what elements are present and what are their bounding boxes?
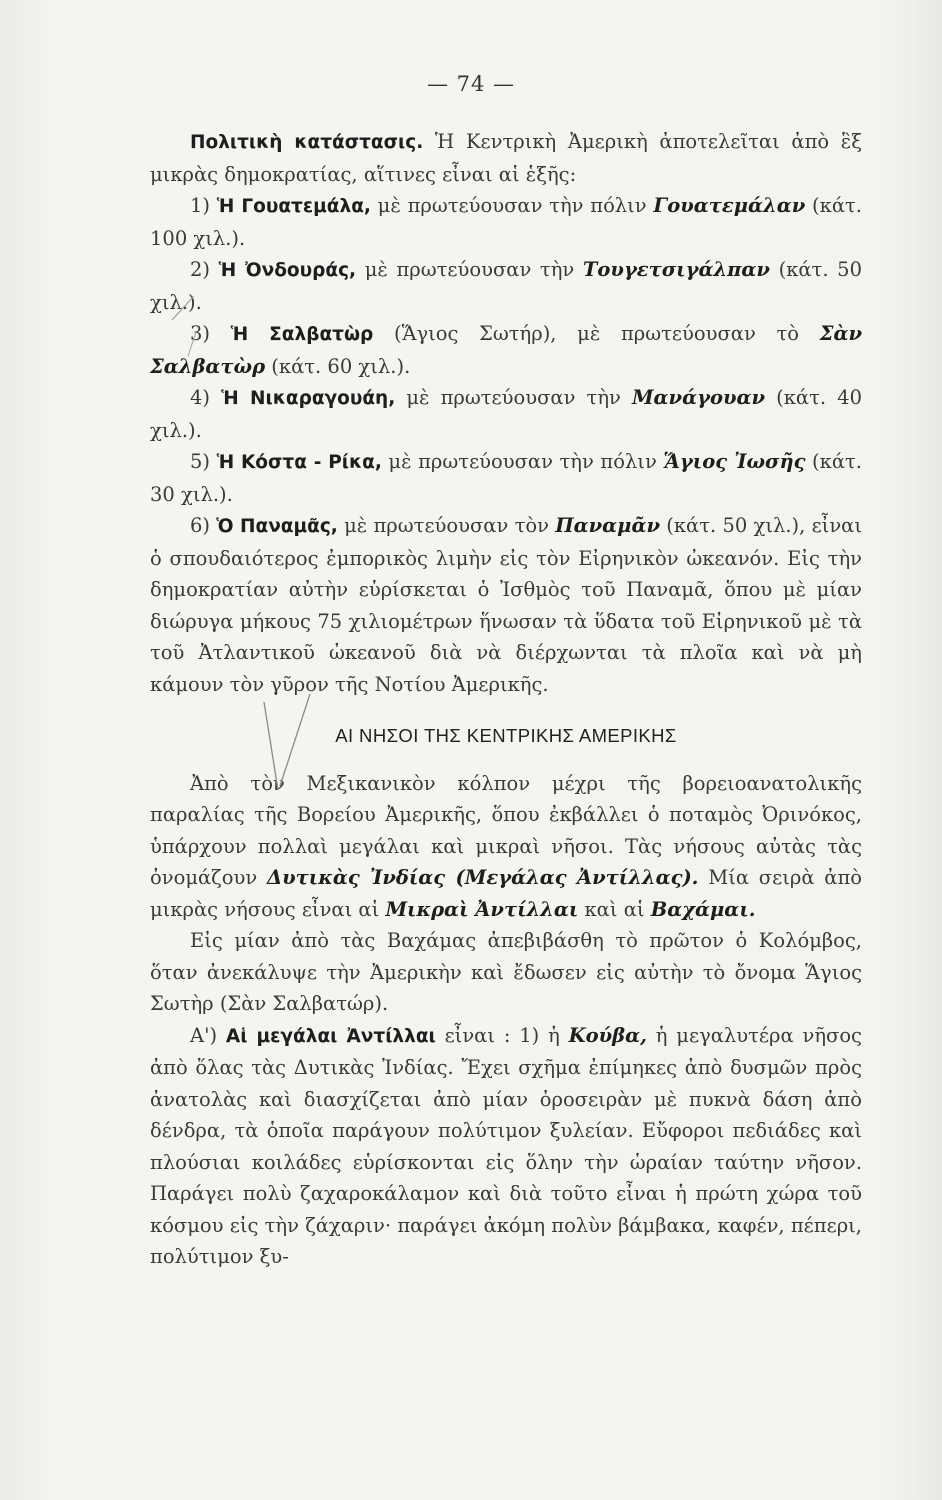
republic-capital: Γουατεμάλαν (653, 194, 806, 217)
paragraph-columbus: Εἰς μίαν ἀπὸ τὰς Βαχάμας ἀπεβιβάσθη τὸ πρῶτον ὁ Κολόμβος, ὅταν ἀνεκάλυψε τὴν Ἀμερικὴν καὶ ἔδωσεν εἰς αὐτὴν τὸ ὄνομα Ἅγιος Σωτὴρ (Σὰν Σαλβατώρ). (150, 929, 862, 1015)
antilles-label: Αἱ μεγάλαι Ἀντίλλαι (225, 1025, 436, 1047)
republic-name: Ἡ Σαλβατὼρ (230, 324, 374, 345)
politics-text: Ἡ Κεντρικὴ Ἀμερικὴ ἀποτελεῖται ἀπὸ ἓξ μικρὰς δημοκρατίας, αἵτινες εἶναι αἱ ἑξῆς: (150, 130, 863, 186)
republic-capital: Σὰν Σαλβατὼρ (150, 322, 862, 378)
republic-item-2 (150, 254, 862, 318)
paragraph-islands (150, 768, 862, 926)
republic-capital: Ἅγιος Ἰωσῆς (663, 450, 806, 473)
republic-name: Ἡ Ὀνδουράς, (218, 260, 357, 281)
page-body (150, 126, 862, 1273)
republic-number: 3) (190, 322, 231, 345)
islands-term-west-indies: Δυτικὰς Ἰνδίας (Μεγάλας Ἀντίλλας). (266, 866, 699, 889)
republic-text-tail: (κάτ. 50 χιλ.). (150, 258, 862, 314)
republic-text-tail: (κάτ. 40 χιλ.). (150, 386, 862, 442)
islands-term-bahamas: Βαχάμαι. (650, 897, 756, 921)
antilles-text: ἡ μεγαλυτέρα νῆσος ἀπὸ ὅλας τὰς Δυτικὰς Ἰνδίας. Ἔχει σχῆμα ἐπίμηκες ἀπὸ δυσμῶν πρὸς ἀνατολὰς καὶ διασχίζεται ἀπὸ μίαν ὀροσειρὰν μὲ πυκνὰ δάση ἀπὸ δένδρα, τὰ ὁποῖα παράγουν πολύτιμον ξυλείαν. Εὔφοροι πεδιάδες καὶ πλούσιαι κοιλάδες εὑρίσκονται εἰς ὅλην τὴν ὡραίαν ταύτην νῆσον. Παράγει πολὺ ζαχαροκάλαμον καὶ διὰ τοῦτο εἶναι ἡ πρώτη χώρα τοῦ κόσμου εἰς τὴν ζάχαριν· παράγει ἀκόμη πολὺν βάμβακα, καφέν, πέπερι, πολύτιμον ξυ- (150, 1023, 862, 1268)
republic-capital: Τουγετσιγάλπαν (582, 258, 770, 281)
republic-number: 1) (190, 194, 217, 217)
republic-item-1 (150, 190, 862, 254)
republic-text-tail: (κάτ. 100 χιλ.). (150, 194, 862, 250)
republic-text-tail: (κάτ. 30 χιλ.). (150, 450, 863, 506)
antilles-term-cuba: Κούβα, (568, 1023, 647, 1047)
republic-text: μὲ πρωτεύουσαν τὴν (356, 258, 583, 281)
paragraph-antilles (150, 1020, 862, 1273)
republic-name: Ἡ Νικαραγουάη, (221, 388, 396, 409)
paragraph-politics (150, 126, 862, 190)
republic-text: μὲ πρωτεύουσαν τὸν (337, 514, 556, 537)
republic-number: 5) (190, 450, 217, 473)
republic-text-tail: (κάτ. 60 χιλ.). (265, 354, 411, 378)
republic-name: Ἡ Κόστα - Ρίκα, (216, 452, 382, 473)
republic-name: Ἡ Γουατεμάλα, (216, 196, 371, 217)
islands-text: Ἀπὸ τὸν Μεξικανικὸν κόλπον μέχρι τῆς βορειοανατολικῆς παραλίας τῆς Βορείου Ἀμερικῆς, ὅπου ἐκβάλλει ὁ ποταμὸς Ὀρινόκος, ὑπάρχουν πολλαὶ μεγάλαι καὶ μικραὶ νῆσοι. Τὰς νήσους αὐτὰς τὰς ὀνομάζουν (150, 771, 862, 889)
republic-text: μὲ πρωτεύουσαν τὴν πόλιν (381, 450, 664, 473)
republic-number: 4) (190, 386, 222, 409)
republic-text: μὲ πρωτεύουσαν τὴν (395, 386, 632, 409)
politics-label: Πολιτικὴ κατάστασις. (190, 132, 424, 153)
republic-text: μὲ πρωτεύουσαν τὴν πόλιν (370, 194, 654, 217)
republic-item-5 (150, 446, 862, 510)
republic-item-3 (150, 318, 862, 382)
antilles-text: Α') (190, 1023, 226, 1047)
republic-text: (Ἅγιος Σωτήρ), μὲ πρωτεύουσαν τὸ (373, 322, 820, 345)
antilles-text: εἶναι : 1) ἡ (435, 1023, 569, 1047)
republic-number: 6) (190, 514, 217, 537)
section-heading: ΑΙ ΝΗΣΟΙ ΤΗΣ ΚΕΝΤΡΙΚΗΣ ΑΜΕΡΙΚΗΣ (335, 725, 677, 746)
page-number: — 74 — (426, 72, 516, 96)
republic-name: Ὁ Παναμᾶς, (216, 516, 338, 537)
republic-item-6 (150, 510, 862, 700)
republic-capital: Μανάγουαν (631, 386, 766, 409)
republic-number: 2) (190, 258, 219, 281)
islands-text: Μία σειρὰ ἀπὸ μικρὰς νήσους εἶναι αἱ (150, 866, 862, 921)
republic-capital: Παναμᾶν (555, 514, 660, 537)
islands-term-lesser-antilles: Μικραὶ Ἀντίλλαι (385, 897, 579, 921)
republic-item-4 (150, 382, 862, 446)
republic-text-tail: (κάτ. 50 χιλ.), εἶναι ὁ σπουδαιότερος ἐμπορικὸς λιμὴν εἰς τὸν Εἰρηνικὸν ὠκεανόν. Εἰς τὴν δημοκρατίαν αὐτὴν εὑρίσκεται ὁ Ἰσθμὸς τοῦ Παναμᾶ, ὅπου μὲ μίαν διώρυγα μήκους 75 χιλιομέτρων ἥνωσαν τὰ ὕδατα τοῦ Εἰρηνικοῦ μὲ τὰ τοῦ Ἀτλαντικοῦ ὠκεανοῦ διὰ νὰ διέρχωνται τὰ πλοῖα καὶ νὰ μὴ κάμουν τὸν γῦρον τῆς Νοτίου Ἀμερικῆς. (150, 514, 862, 696)
islands-text: καὶ αἱ (578, 897, 651, 921)
